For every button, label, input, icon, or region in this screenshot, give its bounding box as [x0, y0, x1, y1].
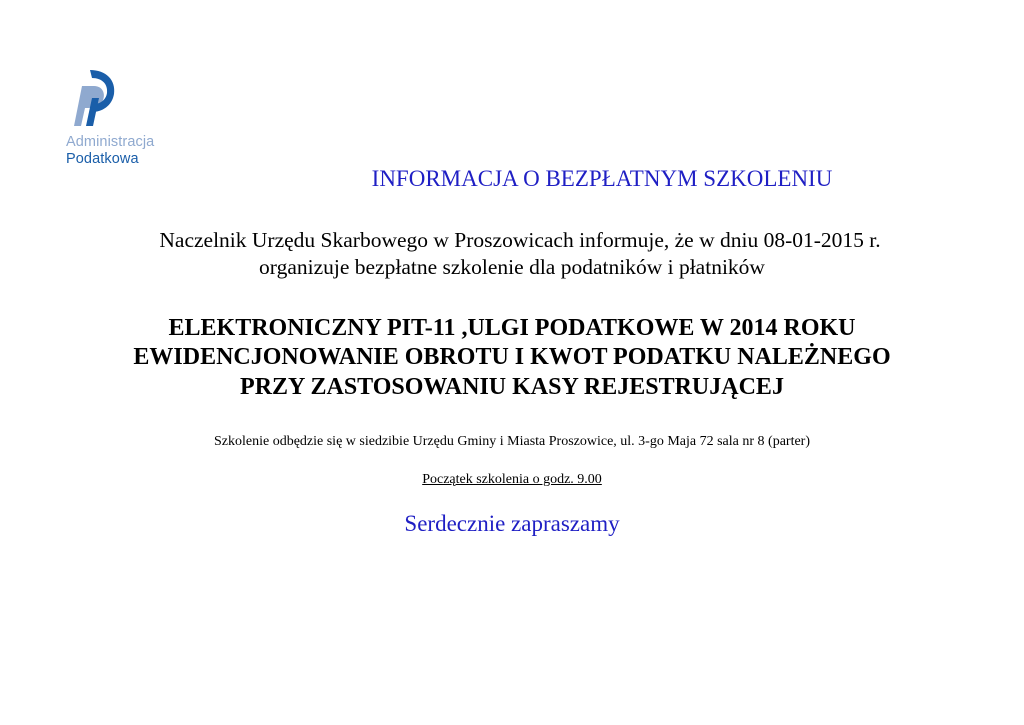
training-start-text: Początek szkolenia o godz. 9.00	[422, 472, 602, 487]
training-title-line-3: PRZY ZASTOSOWANIU KASY REJESTRUJĄCEJ	[240, 374, 784, 400]
intro-line-1: Naczelnik Urzędu Skarbowego w Proszowicach informuje, że w dniu 08-01-2015 r.	[159, 228, 881, 252]
training-start-time	[0, 472, 1024, 488]
document-heading: INFORMACJA O BEZPŁATNYM SZKOLENIU	[371, 166, 833, 191]
invitation-text: Serdecznie zapraszamy	[404, 511, 620, 536]
training-title-line-2: EWIDENCJONOWANIE OBROTU I KWOT PODATKU NALEŻNEGO	[133, 344, 891, 370]
intro-line-2: organizuje bezpłatne szkolenie dla podatników i płatników	[259, 255, 765, 279]
logo-text-podatkowa: Podatkowa	[66, 151, 139, 167]
training-title-line-1: ELEKTRONICZNY PIT-11 ,ULGI PODATKOWE W 2014 ROKU	[168, 315, 856, 341]
training-location: Szkolenie odbędzie się w siedzibie Urzędu Gminy i Miasta Proszowice, ul. 3-go Maja 72 sala nr 8 (parter)	[214, 434, 810, 449]
logo-text-administracja: Administracja	[66, 134, 155, 150]
pa-logo-icon	[68, 68, 118, 128]
administracja-podatkowa-logo	[66, 68, 186, 168]
